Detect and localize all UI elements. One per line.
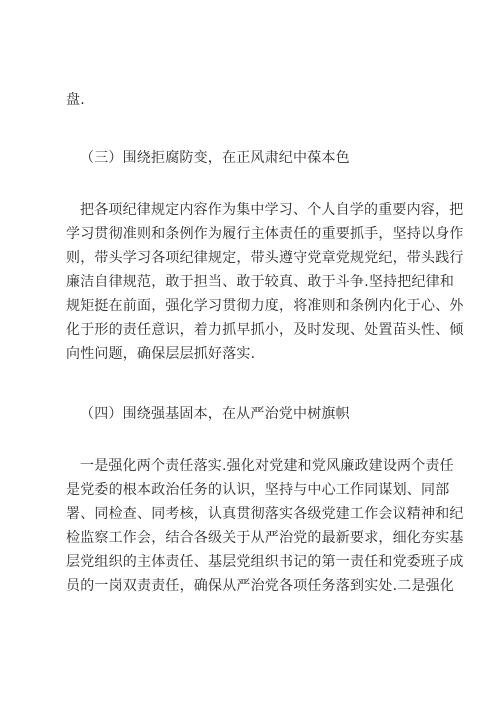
paragraph-line: 一是强化两个责任落实.强化对党建和党风廉政建设两个责任 [80, 458, 454, 474]
paragraph-line: 检监察工作会，结合各级关于从严治党的最新要求，细化夯实基 [66, 530, 464, 546]
paragraph-line: 则，带头学习各项纪律规定，带头遵守党章党规党纪，带头践行 [66, 250, 464, 266]
section-heading-4: （四）围绕强基固本，在从严治党中树旗帜 [80, 406, 350, 422]
paragraph-line: 员的一岗双责责任，确保从严治党各项任务落到实处.二是强化 [66, 578, 455, 594]
text-fragment: 盘. [66, 92, 85, 108]
paragraph-line: 署、同检查、同考核，认真贯彻落实各级党建工作会议精神和纪 [66, 506, 464, 522]
paragraph-line: 学习贯彻准则和条例作为履行主体责任的重要抓手，坚持以身作 [66, 226, 464, 242]
paragraph-line: 规矩挺在前面，强化学习贯彻力度，将准则和条例内化于心、外 [66, 298, 464, 314]
paragraph-line: 化于形的责任意识，着力抓早抓小，及时发现、处置苗头性、倾 [66, 322, 464, 338]
paragraph-line: 把各项纪律规定内容作为集中学习、个人自学的重要内容，把 [80, 202, 464, 218]
paragraph-line: 向性问题，确保层层抓好落实. [66, 346, 256, 362]
paragraph-line: 是党委的根本政治任务的认识，坚持与中心工作同谋划、同部 [66, 482, 450, 498]
paragraph-line: 层党组织的主体责任、基层党组织书记的第一责任和党委班子成 [66, 554, 464, 570]
section-heading-3: （三）围绕拒腐防变，在正风肃纪中葆本色 [80, 150, 350, 166]
paragraph-line: 廉洁自律规范，敢于担当、敢于较真、敢于斗争.坚持把纪律和 [66, 274, 455, 290]
